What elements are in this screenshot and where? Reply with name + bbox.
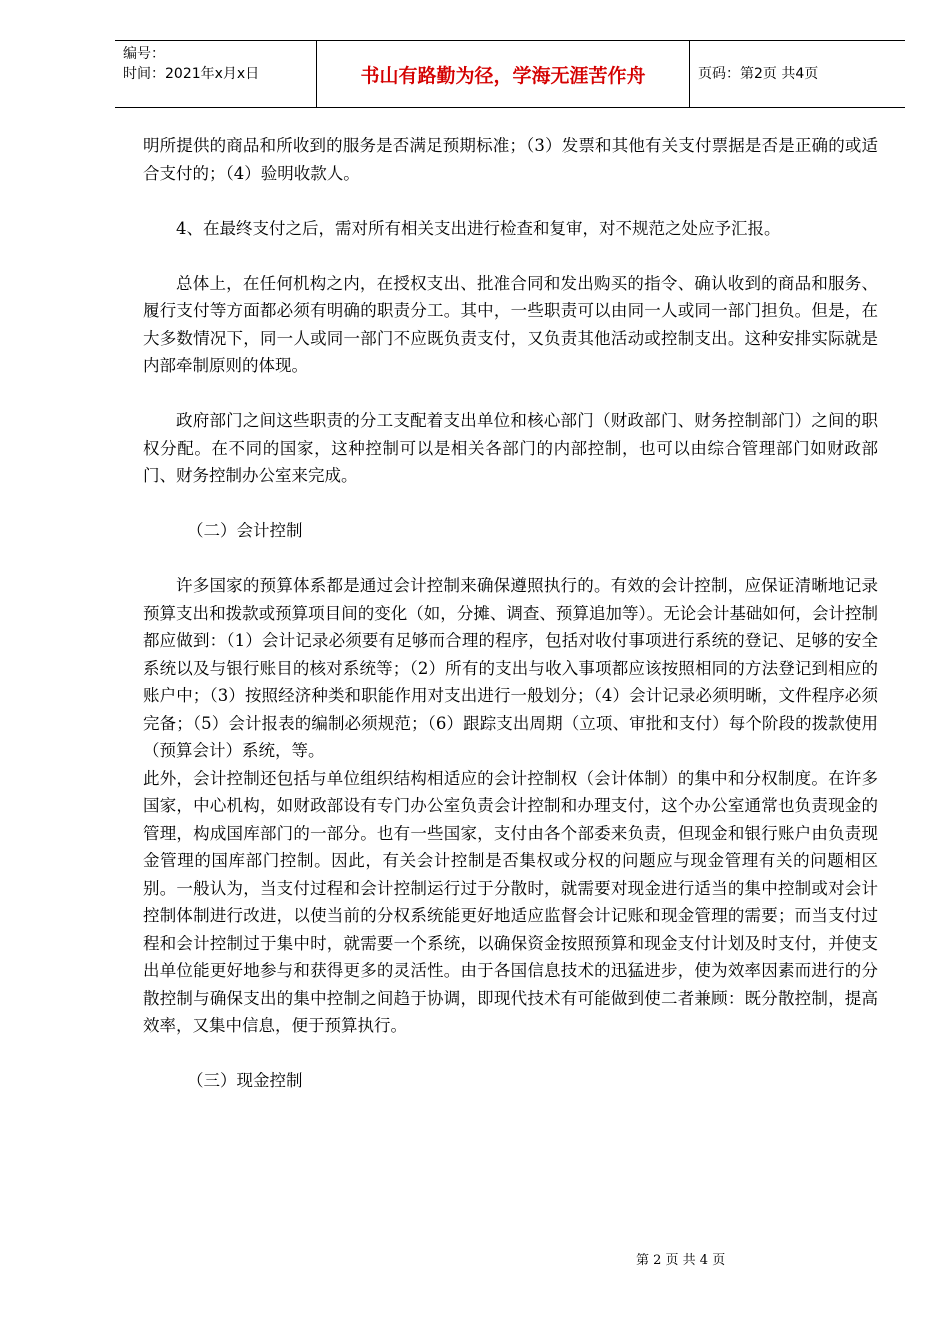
header-meta xyxy=(115,41,316,107)
page-header xyxy=(115,40,905,108)
header-page-cell xyxy=(690,41,905,107)
header-motto-cell xyxy=(316,41,690,107)
document-body xyxy=(143,132,878,1095)
paragraph-centralization: 此外，会计控制还包括与单位组织结构相适应的会计控制权（会计体制）的集中和分权制度。在许多国家，中心机构，如财政部设有专门办公室负责会计控制和办理支付，这个办公室通常也负责现金的管理，构成国库部门的一部分。也有一些国家，支付由各个部委来负责，但现金和银行账户由负责现金管理的国库部门控制。因此，有关会计控制是否集权或分权的问题应与现金管理有关的问题相区别。一般认为，当支付过程和会计控制运行过于分散时，就需要对现金进行适当的集中控制或对会计控制体制进行改进，以使当前的分权系统能更好地适应监督会计记账和现金管理的需要；而当支付过程和会计控制过于集中时，就需要一个系统，以确保资金按照预算和现金支付计划及时支付，并使支出单位能更好地参与和获得更多的灵活性。由于各国信息技术的迅猛进步，使为效率因素而进行的分散控制与确保支出的集中控制之间趋于协调，即现代技术有可能做到使二者兼顾：既分散控制，提高效率，又集中信息，便于预算执行。 xyxy=(143,768,878,1035)
paragraph-division-of-duties: 总体上，在任何机构之内，在授权支出、批准合同和发出购买的指令、确认收到的商品和服务、履行支付等方面都必须有明确的职责分工。其中，一些职责可以由同一人或同一部门担负。但是，在大多数情况下，同一人或同一部门不应既负责支付，又负责其他活动或控制支出。这种安排实际就是内部牵制原则的体现。 xyxy=(143,273,878,375)
paragraph-government-departments: 政府部门之间这些职责的分工支配着支出单位和核心部门（财政部门、财务控制部门）之间的职权分配。在不同的国家，这种控制可以是相关各部门的内部控制，也可以由综合管理部门如财政部门、财务控制办公室来完成。 xyxy=(143,411,878,485)
date-label: 时间：2021年x月x日 xyxy=(123,66,260,82)
section-heading-accounting-control: （二）会计控制 xyxy=(187,521,303,540)
motto-text: 书山有路勤为径，学海无涯苦作舟 xyxy=(360,64,646,87)
serial-number-label: 编号： xyxy=(123,46,165,62)
page-footer: 第 2 页 共 4 页 xyxy=(636,1253,726,1268)
paragraph-continuation: 明所提供的商品和所收到的服务是否满足预期标准；（3）发票和其他有关支付票据是否是正确的或适合支付的；（4）验明收款人。 xyxy=(143,136,878,183)
paragraph-accounting-control: 许多国家的预算体系都是通过会计控制来确保遵照执行的。有效的会计控制，应保证清晰地记录预算支出和拨款或预算项目间的变化（如，分摊、调查、预算追加等）。无论会计基础如何，会计控制都应做到：（1）会计记录必须要有足够而合理的程序，包括对收付事项进行系统的登记、足够的安全系统以及与银行账目的核对系统等；（2）所有的支出与收入事项都应该按照相同的方法登记到相应的账户中；（3）按照经济种类和职能作用对支出进行一般划分；（4）会计记录必须明晰，文件程序必须完备；（5）会计报表的编制必须规范；（6）跟踪支出周期（立项、审批和支付）每个阶段的拨款使用（预算会计）系统，等。 xyxy=(143,576,878,760)
page-number-label: 页码：第2页 共4页 xyxy=(698,66,819,82)
paragraph-step-4: 4、在最终支付之后，需对所有相关支出进行检查和复审，对不规范之处应予汇报。 xyxy=(176,218,781,238)
section-heading-cash-control: （三）现金控制 xyxy=(187,1071,303,1090)
